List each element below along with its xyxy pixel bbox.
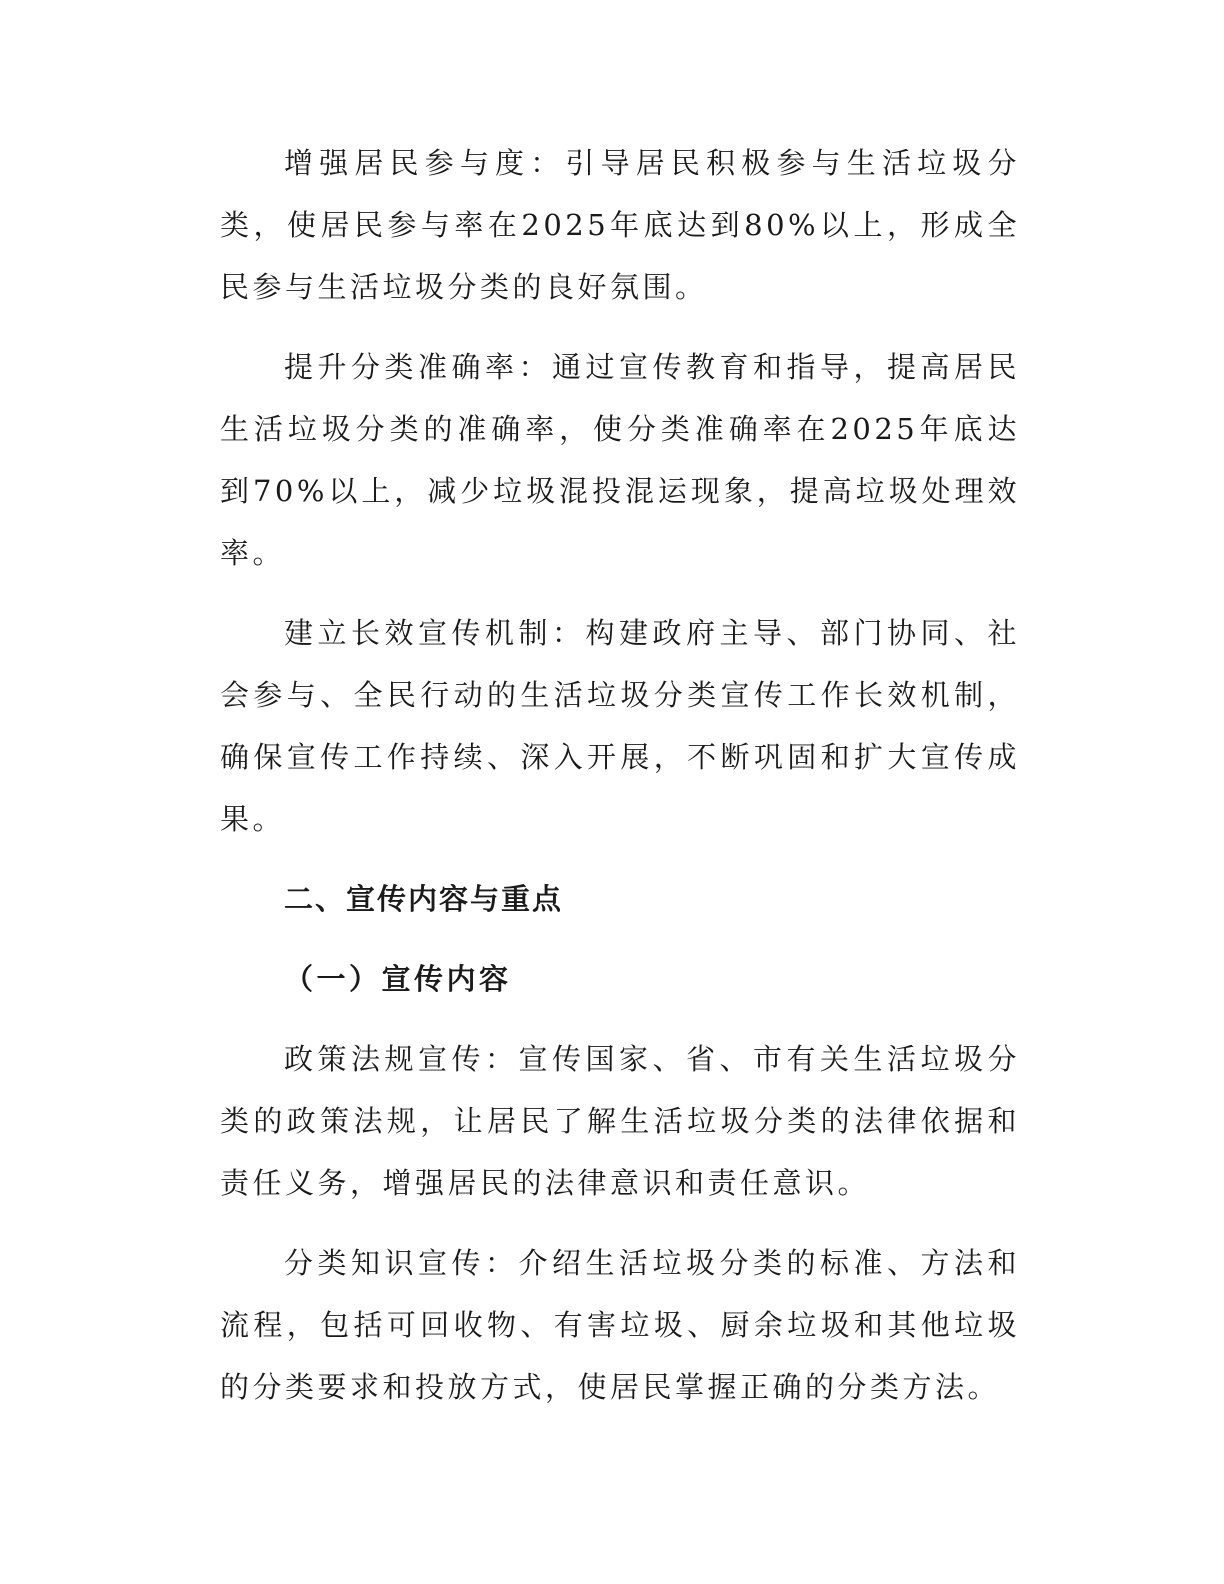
paragraph-policy: 政策法规宣传：宣传国家、省、市有关生活垃圾分类的政策法规，让居民了解生活垃圾分类的法律依据和责任义务，增强居民的法律意识和责任意识。 [220,1042,1020,1200]
section-heading: 二、宣传内容与重点 [284,882,564,916]
subsection-heading: （一）宣传内容 [284,962,512,996]
paragraph-accuracy: 提升分类准确率：通过宣传教育和指导，提高居民生活垃圾分类的准确率，使分类准确率在2025年底达到70%以上，减少垃圾混投混运现象，提高垃圾处理效率。 [220,350,1020,570]
paragraph-knowledge: 分类知识宣传：介绍生活垃圾分类的标准、方法和流程，包括可回收物、有害垃圾、厨余垃圾和其他垃圾的分类要求和投放方式，使居民掌握正确的分类方法。 [220,1246,1020,1404]
paragraph-mechanism: 建立长效宣传机制：构建政府主导、部门协同、社会参与、全民行动的生活垃圾分类宣传工作长效机制，确保宣传工作持续、深入开展，不断巩固和扩大宣传成果。 [220,616,1020,836]
paragraph-participation: 增强居民参与度：引导居民积极参与生活垃圾分类，使居民参与率在2025年底达到80%以上，形成全民参与生活垃圾分类的良好氛围。 [220,146,1020,304]
document-page [220,132,1020,1436]
